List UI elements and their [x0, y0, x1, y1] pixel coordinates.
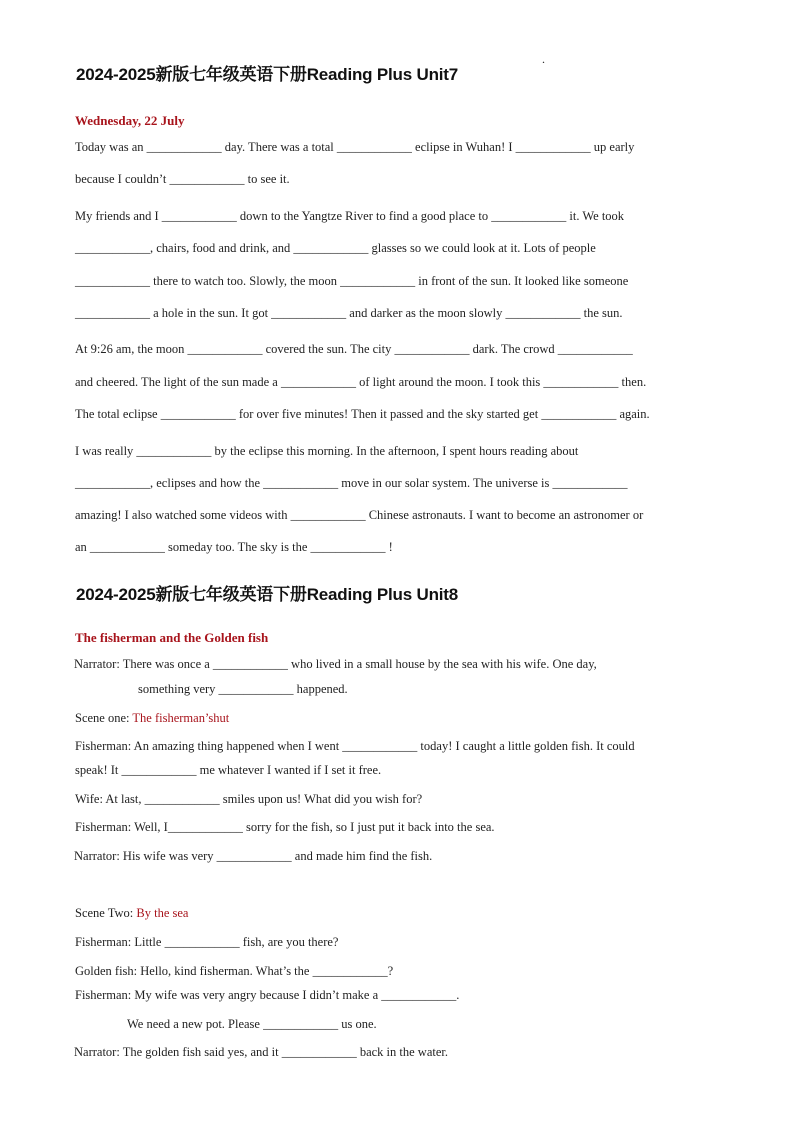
- unit7-line: ____________ there to watch too. Slowly, the moon ____________ in front of the sun. It looked like someone: [75, 274, 629, 288]
- scene1-label: Scene one:: [75, 711, 133, 725]
- dialogue-line: Fisherman: An amazing thing happened when I went ____________ today! I caught a little golden fish. It could: [75, 739, 635, 753]
- narrator-intro-cont: something very ____________ happened.: [138, 682, 348, 696]
- unit7-line: amazing! I also watched some videos with ____________ Chinese astronauts. I want to become an astronomer or: [75, 508, 644, 522]
- dialogue-line: speak! It ____________ me whatever I wanted if I set it free.: [75, 763, 382, 777]
- unit7-line: Today was an ____________ day. There was a total ____________ eclipse in Wuhan! I ____________ up early: [75, 140, 635, 154]
- unit7-line: and cheered. The light of the sun made a ____________ of light around the moon. I took this ____________ then.: [75, 375, 647, 389]
- scene2-heading: [75, 906, 188, 921]
- dialogue-line: Narrator: The golden fish said yes, and it ____________ back in the water.: [74, 1045, 448, 1059]
- dialogue-line: Fisherman: Well, I____________ sorry for the fish, so I just put it back into the sea.: [75, 820, 495, 834]
- dialogue-line: We need a new pot. Please ____________ us one.: [127, 1017, 377, 1031]
- unit7-line: ____________ a hole in the sun. It got ____________ and darker as the moon slowly ____________ the sun.: [75, 306, 623, 320]
- unit7-title: 2024-2025新版七年级英语下册Reading Plus Unit7: [76, 65, 459, 84]
- dialogue-line: Narrator: His wife was very ____________ and made him find the fish.: [74, 849, 433, 863]
- scene2-label: Scene Two:: [75, 906, 137, 920]
- unit7-line: ____________, chairs, food and drink, and ____________ glasses so we could look at it. Lots of people: [75, 241, 596, 255]
- scene1-heading: [75, 711, 229, 726]
- unit8-title: 2024-2025新版七年级英语下册Reading Plus Unit8: [76, 585, 459, 604]
- unit7-line: The total eclipse ____________ for over five minutes! Then it passed and the sky started get ____________ again.: [75, 407, 650, 421]
- dialogue-line: Wife: At last, ____________ smiles upon us! What did you wish for?: [75, 792, 423, 806]
- dialogue-line: Golden fish: Hello, kind fisherman. What’s the ____________?: [75, 964, 394, 978]
- dialogue-line: Fisherman: Little ____________ fish, are you there?: [75, 935, 339, 949]
- unit7-line: My friends and I ____________ down to the Yangtze River to find a good place to ____________ it. We took: [75, 209, 625, 223]
- unit7-line: At 9:26 am, the moon ____________ covered the sun. The city ____________ dark. The crowd ____________: [75, 342, 633, 356]
- stray-dot: .: [542, 52, 545, 66]
- scene2-place: By the sea: [136, 906, 189, 920]
- unit7-line: I was really ____________ by the eclipse this morning. In the afternoon, I spent hours reading about: [75, 444, 579, 458]
- unit7-line: ____________, eclipses and how the ____________ move in our solar system. The universe is ____________: [75, 476, 628, 490]
- dialogue-line: Fisherman: My wife was very angry because I didn’t make a ____________.: [75, 988, 460, 1002]
- story-title: The fisherman and the Golden fish: [75, 630, 269, 645]
- narrator-intro: Narrator: There was once a ____________ who lived in a small house by the sea with his wife. One day,: [74, 657, 597, 671]
- unit7-line: an ____________ someday too. The sky is the ____________ !: [75, 540, 393, 554]
- scene1-place: The fisherman’shut: [132, 711, 230, 725]
- unit7-line: because I couldn’t ____________ to see it.: [75, 172, 290, 186]
- unit7-date: Wednesday, 22 July: [75, 113, 185, 128]
